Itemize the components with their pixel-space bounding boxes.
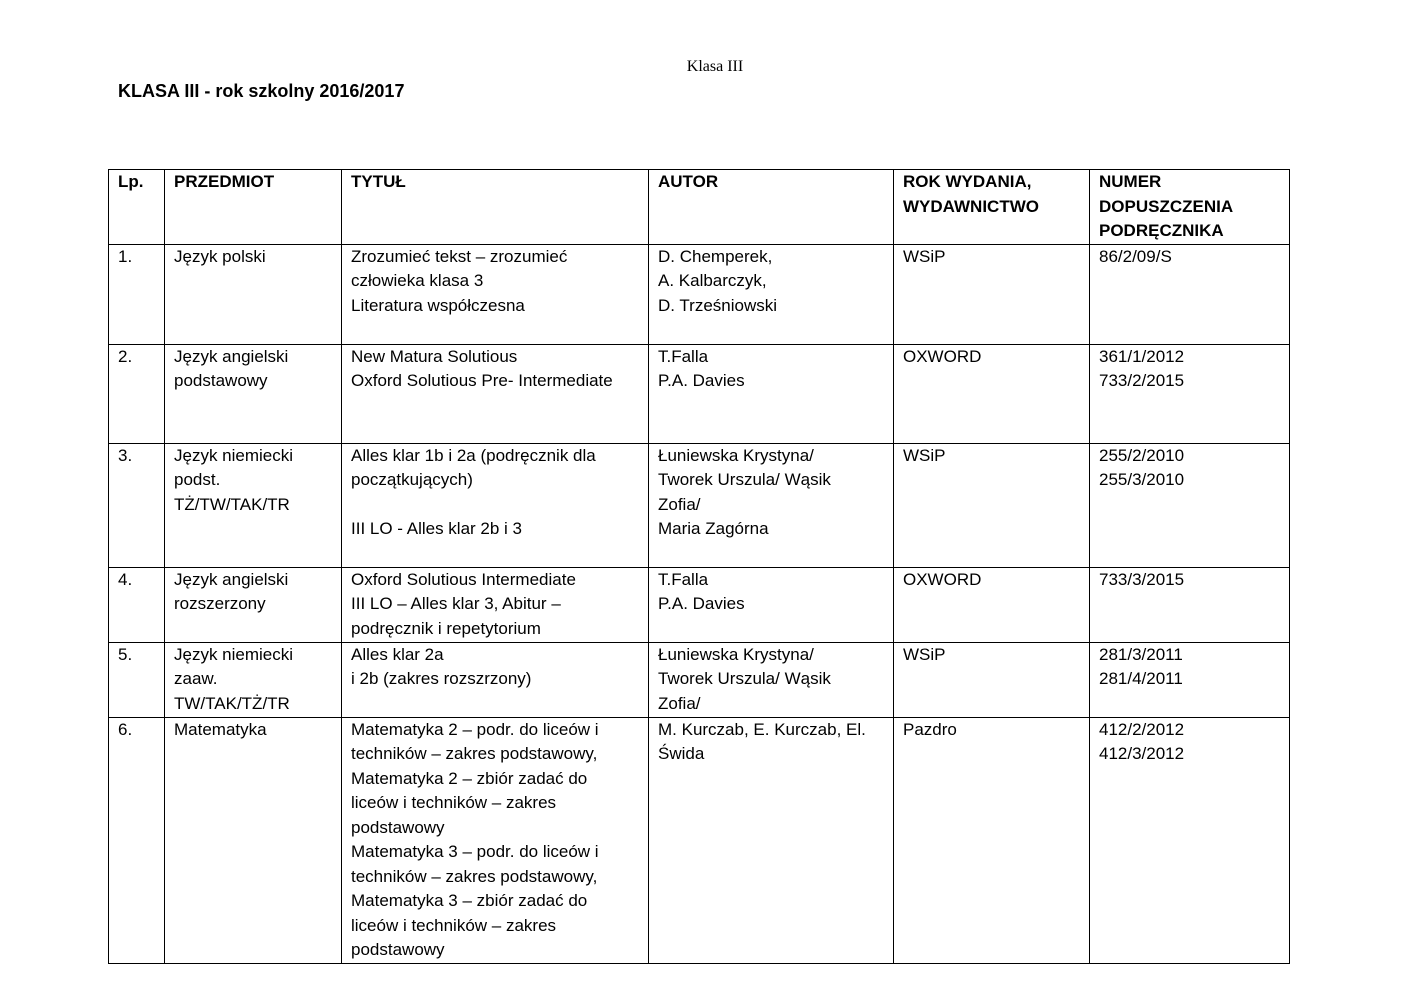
textbook-table-container <box>108 169 1290 964</box>
cell-approval-number: 281/3/2011 281/4/2011 <box>1090 642 1290 717</box>
cell-author: D. Chemperek, A. Kalbarczyk, D. Trześniowski <box>649 244 894 344</box>
document-title: KLASA III - rok szkolny 2016/2017 <box>118 81 405 101</box>
cell-lp: 1. <box>109 244 165 344</box>
table-row <box>109 642 1290 717</box>
table-row <box>109 443 1290 567</box>
header-publisher: ROK WYDANIA, WYDAWNICTWO <box>894 170 1090 245</box>
cell-lp: 4. <box>109 567 165 642</box>
cell-lp: 6. <box>109 717 165 963</box>
cell-publisher: OXWORD <box>894 567 1090 642</box>
cell-subject: Język niemiecki podst. TŻ/TW/TAK/TR <box>165 443 342 567</box>
table-row <box>109 244 1290 344</box>
cell-approval-number: 733/3/2015 <box>1090 567 1290 642</box>
cell-subject: Język angielski podstawowy <box>165 344 342 443</box>
cell-lp: 2. <box>109 344 165 443</box>
cell-publisher: WSiP <box>894 244 1090 344</box>
cell-title: Alles klar 2a i 2b (zakres rozszrzony) <box>342 642 649 717</box>
header-lp: Lp. <box>109 170 165 245</box>
table-row <box>109 567 1290 642</box>
cell-subject: Język niemiecki zaaw. TW/TAK/TŻ/TR <box>165 642 342 717</box>
cell-publisher: Pazdro <box>894 717 1090 963</box>
header-subject: PRZEDMIOT <box>165 170 342 245</box>
cell-lp: 3. <box>109 443 165 567</box>
cell-author: T.Falla P.A. Davies <box>649 567 894 642</box>
cell-title: New Matura Solutious Oxford Solutious Pre- Intermediate <box>342 344 649 443</box>
header-author: AUTOR <box>649 170 894 245</box>
table-row <box>109 344 1290 443</box>
cell-publisher: WSiP <box>894 443 1090 567</box>
cell-title: Alles klar 1b i 2a (podręcznik dla początkujących) III LO - Alles klar 2b i 3 <box>342 443 649 567</box>
cell-lp: 5. <box>109 642 165 717</box>
cell-author: T.Falla P.A. Davies <box>649 344 894 443</box>
cell-subject: Język polski <box>165 244 342 344</box>
cell-subject: Matematyka <box>165 717 342 963</box>
textbook-table <box>108 169 1290 964</box>
cell-title: Oxford Solutious Intermediate III LO – Alles klar 3, Abitur – podręcznik i repetytorium <box>342 567 649 642</box>
cell-title: Matematyka 2 – podr. do liceów i techników – zakres podstawowy, Matematyka 2 – zbiór zadać do liceów i techników – zakres podstawowy Matematyka 3 – podr. do liceów i techników – zakres podstawowy, Matematyka 3 – zbiór zadać do liceów i techników – zakres podstawowy <box>342 717 649 963</box>
header-approval-number: NUMER DOPUSZCZENIA PODRĘCZNIKA <box>1090 170 1290 245</box>
table-row <box>109 717 1290 963</box>
cell-approval-number: 412/2/2012 412/3/2012 <box>1090 717 1290 963</box>
table-header-row <box>109 170 1290 245</box>
header-title: TYTUŁ <box>342 170 649 245</box>
page-header: Klasa III <box>686 58 744 75</box>
cell-approval-number: 255/2/2010 255/3/2010 <box>1090 443 1290 567</box>
cell-publisher: OXWORD <box>894 344 1090 443</box>
cell-approval-number: 86/2/09/S <box>1090 244 1290 344</box>
cell-subject: Język angielski rozszerzony <box>165 567 342 642</box>
cell-author: M. Kurczab, E. Kurczab, El. Świda <box>649 717 894 963</box>
cell-title: Zrozumieć tekst – zrozumieć człowieka klasa 3 Literatura współczesna <box>342 244 649 344</box>
cell-approval-number: 361/1/2012 733/2/2015 <box>1090 344 1290 443</box>
cell-publisher: WSiP <box>894 642 1090 717</box>
cell-author: Łuniewska Krystyna/ Tworek Urszula/ Wąsik Zofia/ Maria Zagórna <box>649 443 894 567</box>
cell-author: Łuniewska Krystyna/ Tworek Urszula/ Wąsik Zofia/ <box>649 642 894 717</box>
